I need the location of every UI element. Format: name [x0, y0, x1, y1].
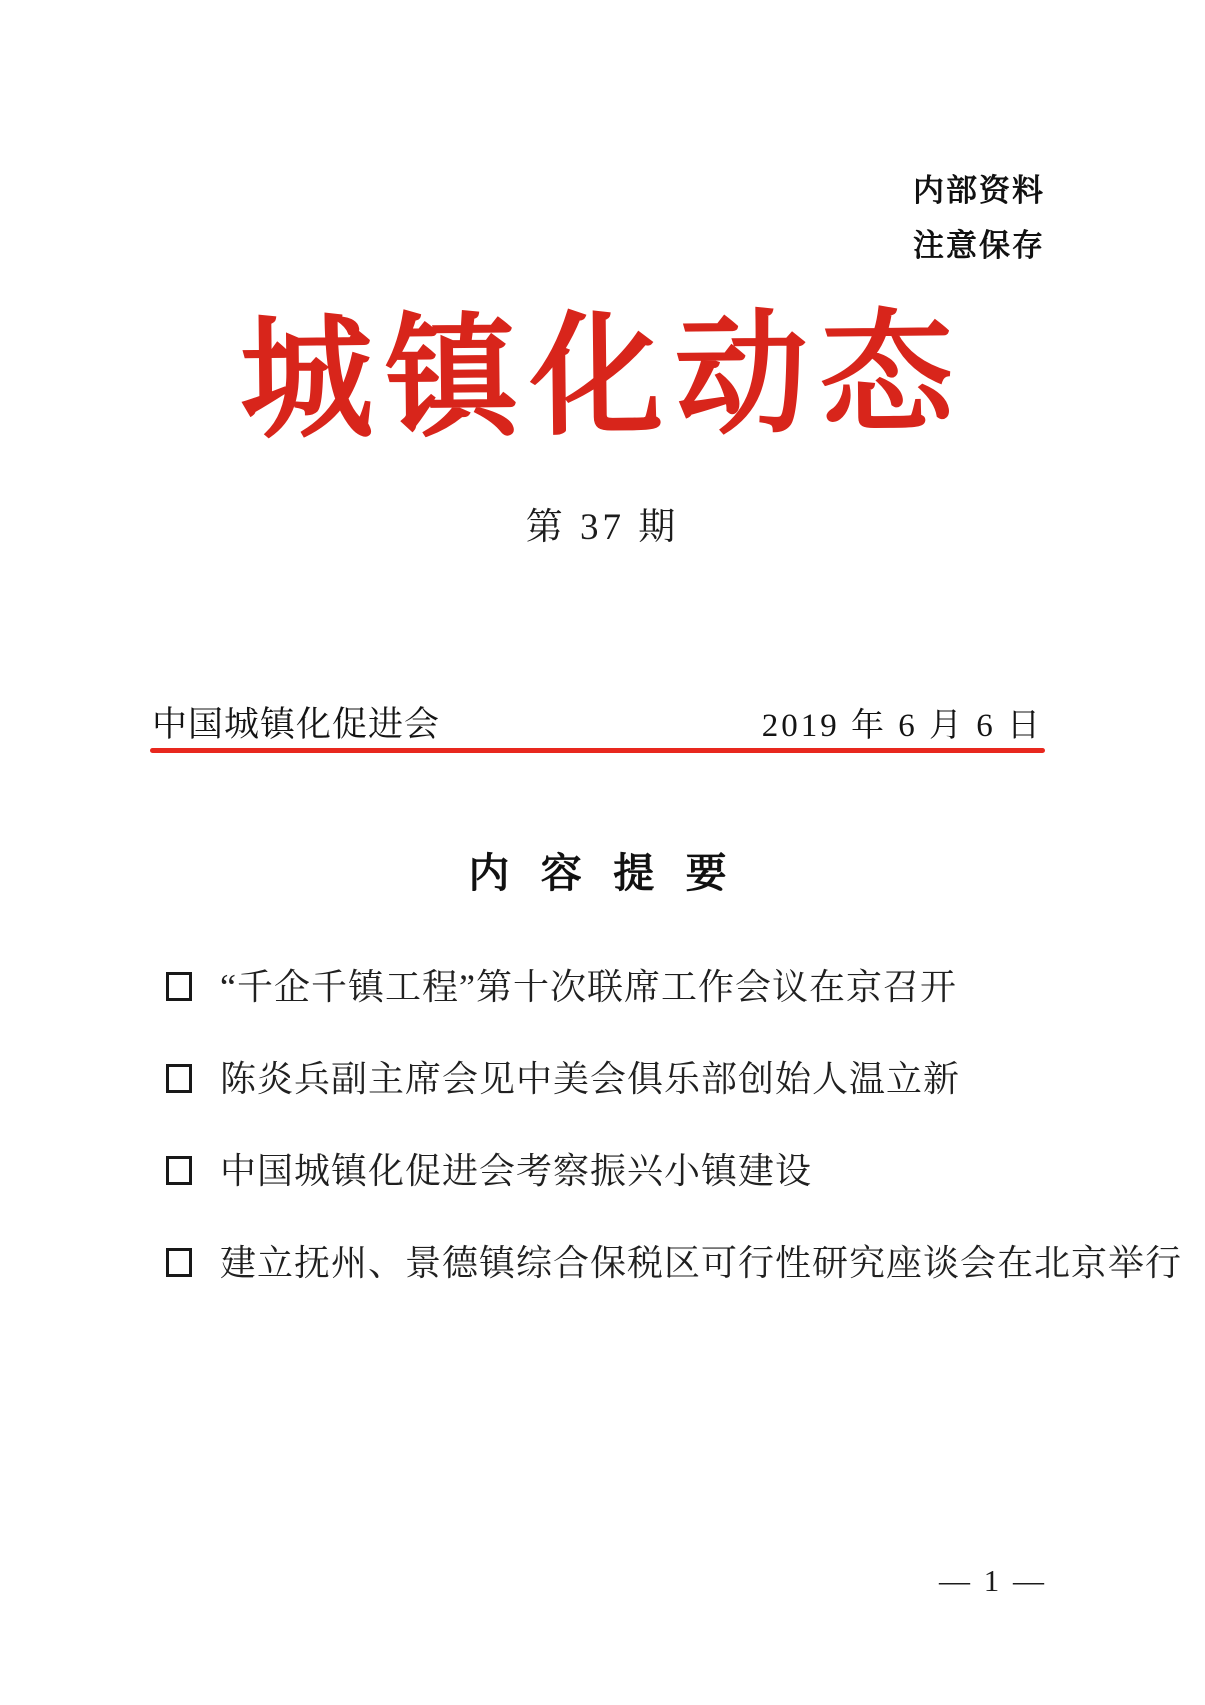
- summary-item-text: 建立抚州、景德镇综合保税区可行性研究座谈会在北京举行: [220, 1243, 1183, 1283]
- summary-item: [166, 1242, 1183, 1284]
- checkbox-square-icon: [166, 1064, 192, 1093]
- organization-name: 中国城镇化促进会: [152, 705, 441, 744]
- meta-row: [152, 697, 1043, 747]
- summary-item: [166, 1058, 1165, 1100]
- issue-number: 第 37 期: [525, 507, 680, 548]
- checkbox-square-icon: [166, 972, 192, 1001]
- summary-heading: 内 容 提 要: [468, 850, 737, 896]
- summary-list: [166, 966, 1183, 1334]
- classification-line-keep: 注意保存: [913, 228, 1045, 263]
- classification-line-internal: 内部资料: [913, 173, 1045, 208]
- classification-notice: [913, 163, 1045, 273]
- summary-item-text: “千企千镇工程”第十次联席工作会议在京召开: [220, 967, 957, 1007]
- summary-item-text: 陈炎兵副主席会见中美会俱乐部创始人温立新: [220, 1059, 961, 1099]
- checkbox-square-icon: [166, 1156, 192, 1185]
- summary-item: [166, 966, 1165, 1008]
- checkbox-square-icon: [166, 1248, 192, 1277]
- masthead-title: 城镇化动态: [239, 294, 966, 458]
- summary-item-text: 中国城镇化促进会考察振兴小镇建设: [220, 1151, 813, 1191]
- page-number: — 1 —: [939, 1563, 1047, 1598]
- red-divider-rule: [150, 748, 1045, 753]
- summary-item: [166, 1150, 1165, 1192]
- publication-date: 2019 年 6 月 6 日: [761, 708, 1043, 744]
